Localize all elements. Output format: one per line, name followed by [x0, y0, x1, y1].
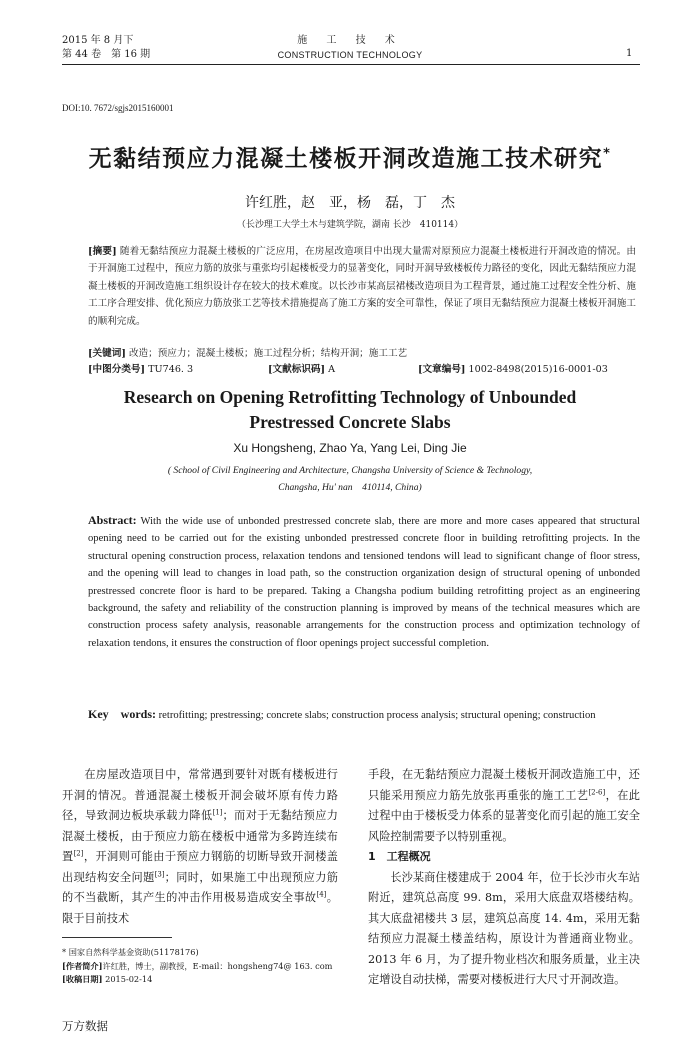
watermark: 万方数据: [62, 1019, 108, 1033]
article-no-value: 1002-8498(2015)16-0001-03: [468, 364, 608, 375]
chinese-abstract: [88, 243, 636, 330]
chinese-keywords: [88, 346, 636, 362]
chinese-authors: 许红胜，赵 亚，杨 磊，丁 杰: [245, 195, 455, 211]
footnote-fund: * 国家自然科学基金资助(51178176): [62, 947, 199, 957]
article-no-label: [文章编号]: [418, 364, 466, 375]
footnote-author-label: [作者简介]: [62, 960, 103, 971]
english-keywords-label: Key words:: [88, 707, 156, 721]
footnote-author-text: 许红胜，博士，副教授，E-mail：hongsheng74@ 163. com: [102, 960, 333, 971]
english-affiliation-line1: ( School of Civil Engineering and Architecture, Changsha University of Science & Technology,: [167, 465, 533, 476]
body-paragraph: [368, 765, 640, 847]
footnote-received: [62, 973, 352, 987]
clc-label: [中图分类号]: [88, 364, 146, 375]
classification-row: [88, 362, 636, 378]
header-date: 2015 年 8 月下: [62, 35, 134, 46]
chinese-keywords-text: 改造；预应力；混凝土楼板；施工过程分析；结构开洞；施工工艺: [128, 348, 408, 359]
chinese-abstract-text: 随着无黏结预应力混凝土楼板的广泛应用，在房屋改造项目中出现大量需对原预应力混凝土楼板进行开洞改造的情况。由于开洞施工过程中，预应力筋的放张与重张均引起楼板受力的显著变化，同时开洞导致楼板传力路径的变化，因此无黏结预应力混凝土楼板的开洞改造施工组织设计存在较大的技术难度。以长沙市某高层裙楼改造项目为工程背景，通过施工过程安全性分析、施工工序合理安排、优化预应力筋放张工艺等技术措施提高了施工方案的安全可靠性，保证了项目无黏结预应力混凝土楼板开洞施工的顺利完成。: [88, 246, 636, 327]
header-divider: [62, 64, 640, 65]
clc-value: TU746. 3: [148, 364, 194, 375]
chinese-title: [40, 140, 660, 173]
doi: DOI:10. 7672/sgjs2015160001: [62, 103, 174, 113]
citation: [3]: [154, 869, 165, 878]
english-keywords-text: retrofitting; prestressing; concrete slabs; construction process analysis; structural opening; construction: [158, 710, 596, 721]
clc-field: [88, 362, 268, 378]
citation: [2-6]: [588, 787, 606, 796]
footnote-received-label: [收稿日期]: [62, 974, 103, 984]
footnote-author: [62, 960, 352, 974]
english-abstract-label: Abstract:: [88, 513, 137, 527]
chinese-title-text: 无黏结预应力混凝土楼板开洞改造施工技术研究: [88, 146, 604, 172]
header-journal: [230, 34, 470, 62]
body-text: ，开洞则可能由于预应力钢筋的切断导致开洞楼盖出现结构安全问题: [62, 850, 338, 884]
header-volume: 第 44 卷 第 16 期: [62, 49, 151, 60]
doc-code-value: A: [328, 364, 336, 375]
english-authors: Xu Hongsheng, Zhao Ya, Yang Lei, Ding Jie: [233, 441, 467, 455]
header-issue-info: [62, 34, 150, 62]
english-keywords: [88, 705, 640, 725]
page-number: 1: [626, 48, 633, 59]
footnote-divider: [62, 937, 172, 938]
english-title: [40, 385, 660, 435]
doc-code-field: [268, 362, 418, 378]
body-text: 在房屋改造项目中，常常遇到要针对既有楼板进行开洞的情况。普通混凝土楼板开洞会破坏原有传力路径，导致洞边板块承载力降低: [62, 768, 338, 822]
body-column-left: [62, 765, 338, 929]
section-heading: 1 工程概况: [368, 850, 431, 863]
english-abstract: [88, 512, 640, 652]
title-footnote-mark: *: [603, 146, 612, 162]
chinese-abstract-label: [摘要]: [88, 246, 117, 257]
body-text: 。限于目前技术: [62, 891, 338, 925]
english-abstract-text: With the wide use of unbonded prestressed concrete slab, there are more and more cases appeared that structural opening need to be carried out for the existing unbonded prestressed concrete floor in building retrofitting projects. In the structural opening construction process, relaxation tendons and tensioned tendons will lead to significant change of floor stress, and the opening will lead to changes in load path, so the construction organization design of structural opening of unbonded prestressed concrete floor is hard to be prepared. Taking a Changsha podium building retrofitting project as an engineering background, the safety and reliability of the construction planning is improved by means of the technical measures which are construction process safety analysis, reasonable arrangements for the construction process and optimization technology of relaxation tendons, it ensures the construction of floor openings project successful completion.: [88, 516, 640, 649]
article-no-field: [418, 362, 608, 378]
body-text: ；而对于无黏结预应力混凝土楼板，由于预应力筋在楼板中通常为多跨连续布置: [62, 809, 338, 863]
body-paragraph: 长沙某商住楼建成于 2004 年，位于长沙市火车站附近，建筑总高度 99. 8m，采用大底盘双塔楼结构。其大底盘裙楼共 3 层，建筑总高度 14. 4m，采用无黏结预应力混凝土楼盖结构，原设计为普通商业物业。2013 年 6 月，为了提升物业档次和服务质量，业主决定增设自动扶梯，需要对楼板进行大尺寸开洞改造。: [368, 870, 640, 986]
header-journal-cn: 施 工 技 术: [297, 35, 403, 46]
citation: [4]: [316, 890, 327, 899]
footnotes: [62, 946, 352, 987]
citation: [1]: [212, 808, 223, 817]
chinese-affiliation: （长沙理工大学土木与建筑学院，湖南 长沙 410114）: [236, 220, 464, 230]
chinese-keywords-label: [关键词]: [88, 348, 126, 359]
body-paragraph: [62, 765, 338, 929]
english-title-line2: Prestressed Concrete Slabs: [249, 412, 451, 432]
english-affiliation-line2: Changsha, Hu' nan 410114, China): [278, 482, 422, 493]
header-journal-en: CONSTRUCTION TECHNOLOGY: [277, 50, 423, 60]
body-text: ；同时，如果施工中出现预应力筋的不当截断，其产生的冲击作用极易造成安全事故: [62, 870, 338, 904]
body-column-right: [368, 765, 640, 991]
doc-code-label: [文献标识码]: [268, 364, 326, 375]
english-affiliation: [60, 462, 640, 496]
english-title-line1: Research on Opening Retrofitting Technology of Unbounded: [123, 387, 577, 407]
body-text: ，在此过程中由于楼板受力体系的显著变化而引起的施工安全风险控制需要予以特别重视。: [368, 788, 640, 843]
footnote-received-text: 2015-02-14: [105, 974, 153, 984]
citation: [2]: [73, 849, 84, 858]
body-text: 手段，在无黏结预应力混凝土楼板开洞改造施工中，还只能采用预应力筋先放张再重张的施工工艺: [368, 768, 640, 802]
